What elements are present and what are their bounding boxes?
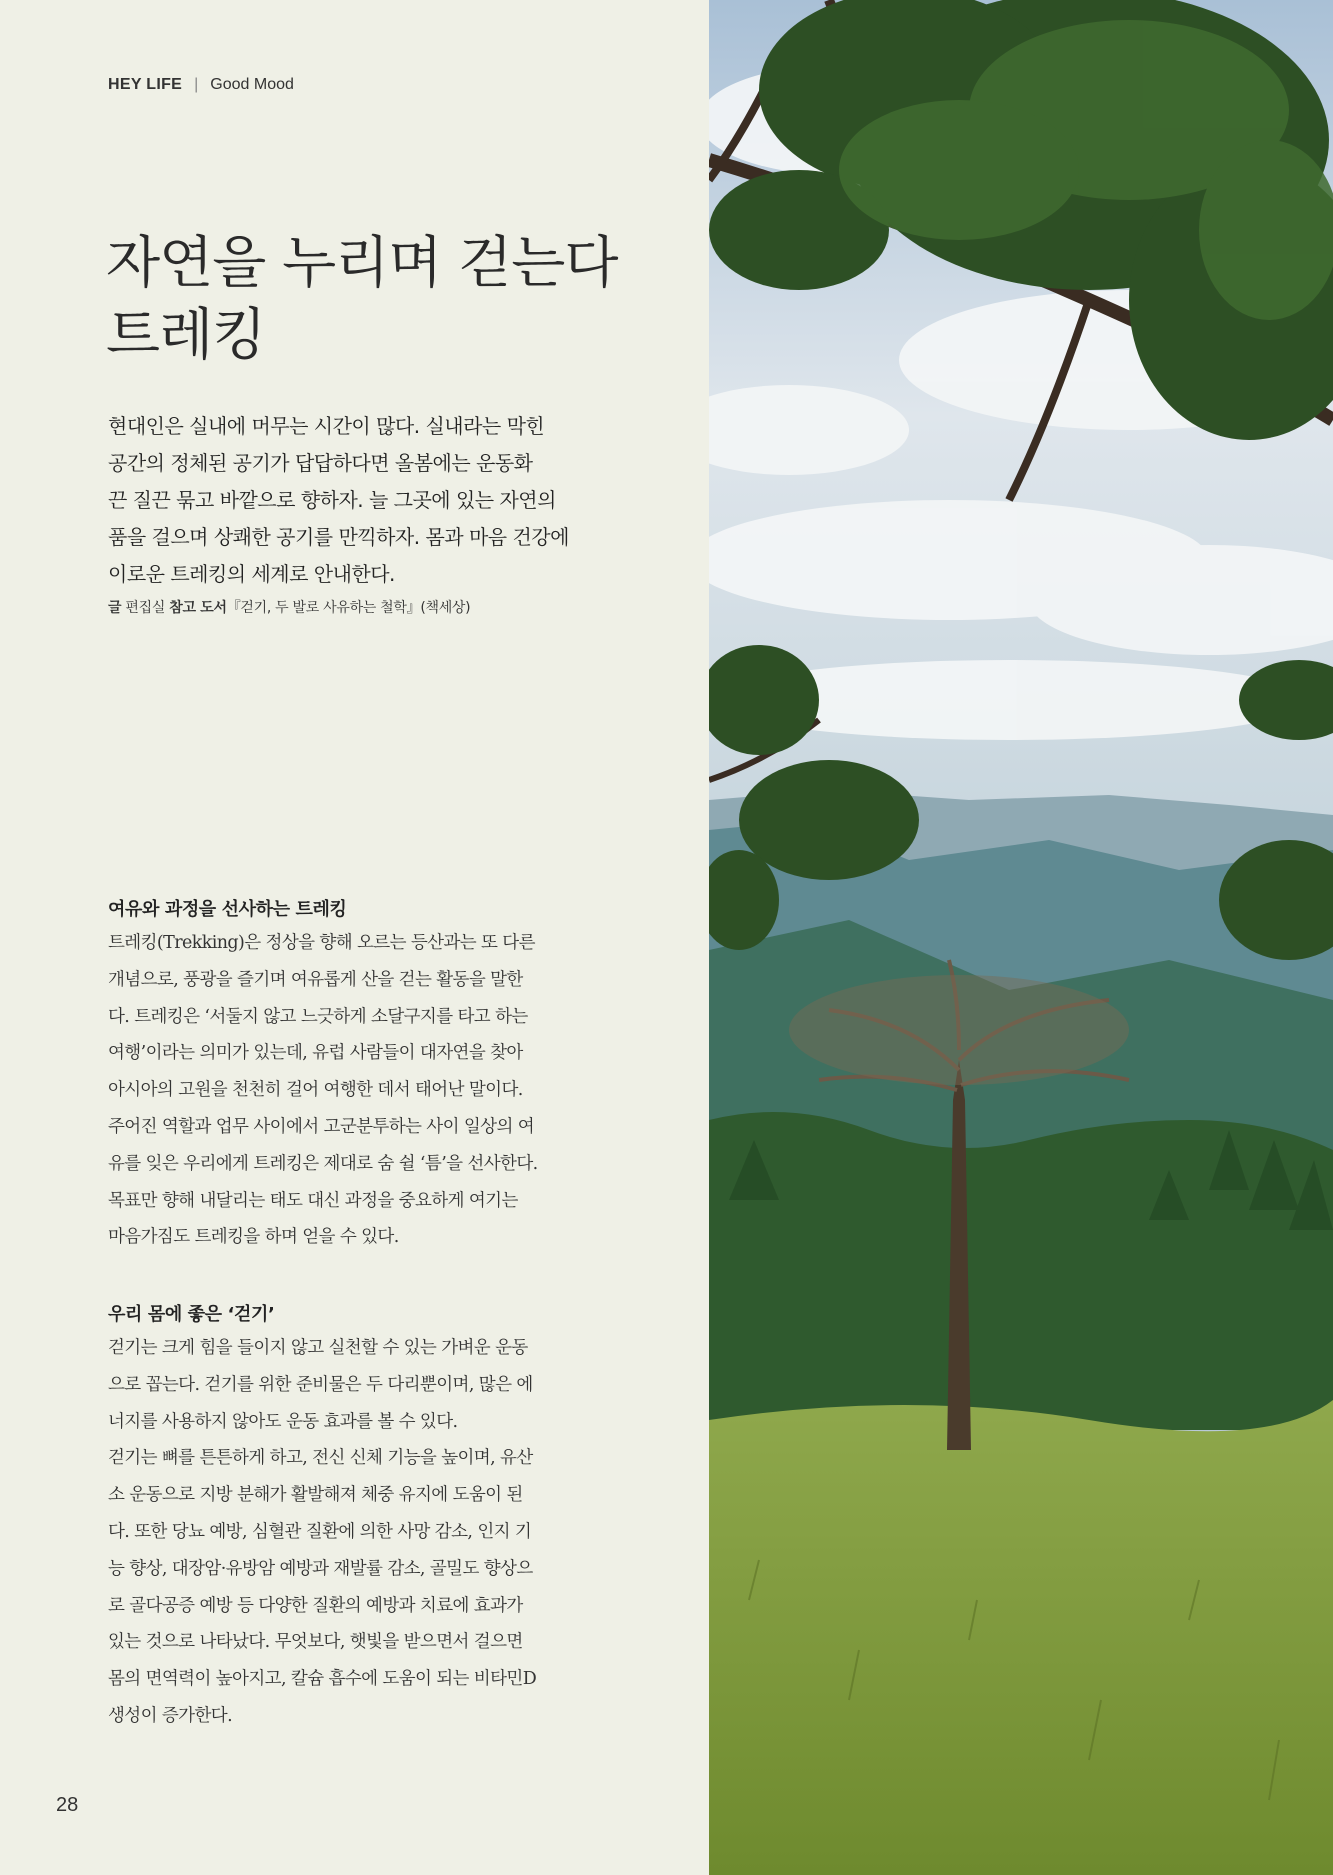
body-line: 걷기는 크게 힘을 들이지 않고 실천할 수 있는 가벼운 운동 bbox=[108, 1338, 528, 1358]
pine-tree-landscape-photo bbox=[709, 0, 1333, 1875]
lead-line: 공간의 정체된 공기가 답답하다면 올봄에는 운동화 bbox=[108, 451, 533, 475]
article-credit bbox=[108, 597, 470, 617]
lead-line: 품을 걸으며 상쾌한 공기를 만끽하자. 몸과 마음 건강에 bbox=[108, 525, 569, 549]
body-line: 생성이 증가한다. bbox=[108, 1705, 233, 1726]
lead-line: 이로운 트레킹의 세계로 안내한다. bbox=[108, 562, 395, 586]
lead-paragraph bbox=[108, 408, 608, 593]
body-line: 으로 꼽는다. 걷기를 위한 준비물은 두 다리뿐이며, 많은 에 bbox=[108, 1374, 533, 1395]
title-line-1: 자연을 누리며 걷는다 bbox=[106, 231, 618, 296]
page-number: 28 bbox=[56, 1794, 79, 1816]
body-line: 몸의 면역력이 높아지고, 칼슘 흡수에 도움이 되는 비타민D bbox=[108, 1669, 537, 1690]
writer-name: 편집실 bbox=[125, 600, 166, 616]
lead-line: 현대인은 실내에 머무는 시간이 많다. 실내라는 막힌 bbox=[108, 414, 545, 438]
magazine-header bbox=[108, 76, 294, 94]
section-name: Good Mood bbox=[210, 76, 294, 93]
title-line-2: 트레킹 bbox=[106, 303, 266, 368]
section-heading-2: 우리 몸에 좋은 ‘걷기’ bbox=[108, 1304, 275, 1325]
body-line: 소 운동으로 지방 분해가 활발해져 체중 유지에 도움이 된 bbox=[108, 1485, 523, 1506]
magazine-brand: HEY LIFE bbox=[108, 76, 183, 93]
forest bbox=[709, 1112, 1333, 1430]
grass-meadow bbox=[709, 1400, 1333, 1875]
section-body-2 bbox=[108, 1330, 618, 1735]
section-body-1 bbox=[108, 925, 618, 1256]
body-line: 너지를 사용하지 않아도 운동 효과를 볼 수 있다. bbox=[108, 1411, 458, 1432]
body-line: 걷기는 뼈를 튼튼하게 하고, 전신 신체 기능을 높이며, 유산 bbox=[108, 1448, 533, 1469]
body-line: 능 향상, 대장암·유방암 예방과 재발률 감소, 골밀도 향상으 bbox=[108, 1558, 533, 1579]
article-title bbox=[106, 228, 666, 372]
body-line: 유를 잊은 우리에게 트레킹은 제대로 숨 쉴 ‘틈’을 선사한다. bbox=[108, 1153, 538, 1174]
writer-label: 글 bbox=[108, 600, 122, 616]
body-line: 아시아의 고원을 천천히 걸어 여행한 데서 태어난 말이다. bbox=[108, 1080, 523, 1101]
lead-line: 끈 질끈 묶고 바깥으로 향하자. 늘 그곳에 있는 자연의 bbox=[108, 488, 556, 512]
body-line: 주어진 역할과 업무 사이에서 고군분투하는 사이 일상의 여 bbox=[108, 1116, 535, 1137]
header-separator: | bbox=[194, 76, 199, 93]
reference-book: 『걷기, 두 발로 사유하는 철학』(책세상) bbox=[226, 600, 471, 616]
body-line: 목표만 향해 내달리는 태도 대신 과정을 중요하게 여기는 bbox=[108, 1190, 518, 1211]
body-line: 여행’이라는 의미가 있는데, 유럽 사람들이 대자연을 찾아 bbox=[108, 1043, 523, 1064]
body-line: 트레킹(Trekking)은 정상을 향해 오르는 등산과는 또 다른 bbox=[108, 933, 535, 953]
section-heading-1: 여유와 과정을 선사하는 트레킹 bbox=[108, 899, 347, 920]
body-line: 마음가짐도 트레킹을 하며 얻을 수 있다. bbox=[108, 1227, 399, 1248]
body-line: 있는 것으로 나타났다. 무엇보다, 햇빛을 받으면서 걸으면 bbox=[108, 1632, 523, 1653]
body-line: 다. 트레킹은 ‘서둘지 않고 느긋하게 소달구지를 타고 하는 bbox=[108, 1006, 528, 1027]
body-line: 개념으로, 풍광을 즐기며 여유롭게 산을 걷는 활동을 말한 bbox=[108, 969, 523, 990]
body-line: 로 골다공증 예방 등 다양한 질환의 예방과 치료에 효과가 bbox=[108, 1595, 523, 1616]
body-line: 다. 또한 당뇨 예방, 심혈관 질환에 의한 사망 감소, 인지 기 bbox=[108, 1521, 532, 1542]
reference-label: 참고 도서 bbox=[169, 600, 227, 616]
